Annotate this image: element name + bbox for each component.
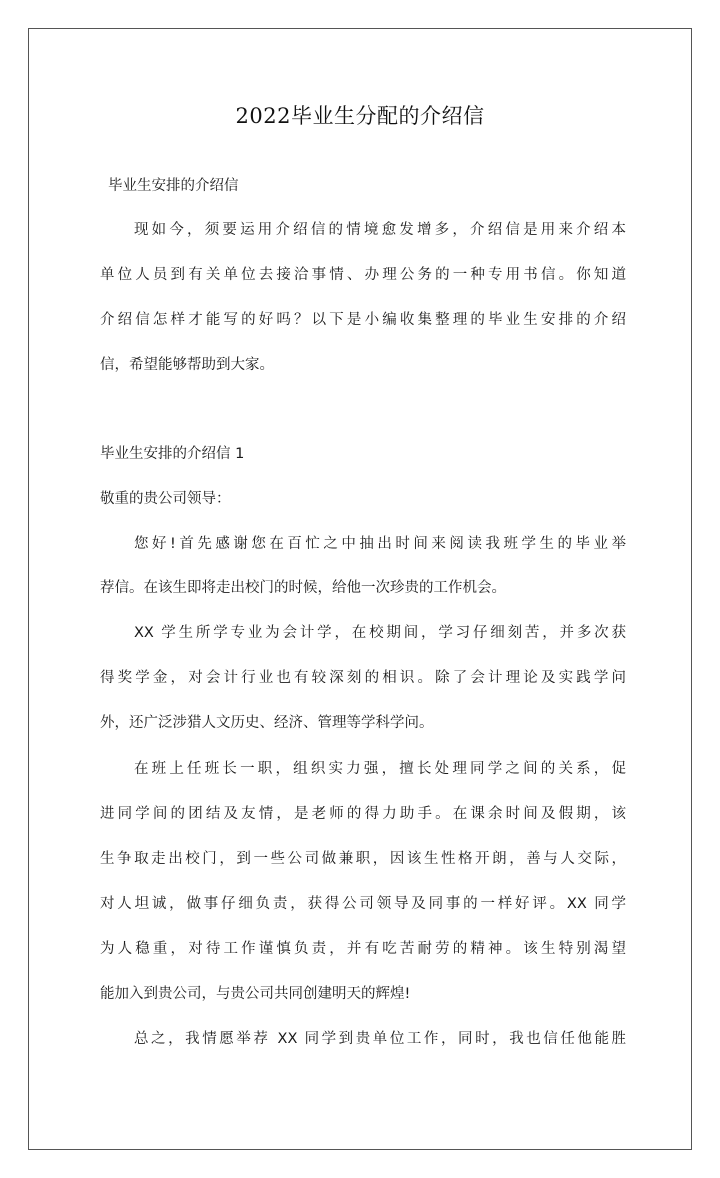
paragraph-line: XX 学生所学专业为会计学，在校期间，学习仔细刻苦，并多次获 <box>134 625 626 641</box>
document-subtitle: 毕业生安排的介绍信 <box>108 178 239 194</box>
intro-line: 信，希望能够帮助到大家。 <box>100 357 274 373</box>
paragraph-line: 外，还广泛涉猎人文历史、经济、管理等学科学问。 <box>100 715 434 731</box>
intro-line: 介绍信怎样才能写的好吗？以下是小编收集整理的毕业生安排的介绍 <box>100 312 626 328</box>
paragraph-line: 为人稳重，对待工作谨慎负责，并有吃苦耐劳的精神。该生特别渴望 <box>100 941 626 957</box>
intro-line: 单位人员到有关单位去接洽事情、办理公务的一种专用书信。你知道 <box>100 267 626 283</box>
paragraph-line: 总之，我情愿举荐 XX 同学到贵单位工作，同时，我也信任他能胜 <box>134 1031 626 1047</box>
paragraph-line: 进同学间的团结及友情，是老师的得力助手。在课余时间及假期，该 <box>100 806 626 822</box>
paragraph-line: 得奖学金，对会计行业也有较深刻的相识。除了会计理论及实践学问 <box>100 670 626 686</box>
document-title: 2022毕业生分配的介绍信 <box>235 104 485 128</box>
intro-line: 现如今，须要运用介绍信的情境愈发增多，介绍信是用来介绍本 <box>134 222 626 238</box>
paragraph-line: 荐信。在该生即将走出校门的时候，给他一次珍贵的工作机会。 <box>100 580 506 596</box>
section-heading: 毕业生安排的介绍信 1 <box>100 446 245 462</box>
paragraph-line: 在班上任班长一职，组织实力强，擅长处理同学之间的关系，促 <box>134 761 626 777</box>
paragraph-line: 对人坦诚，做事仔细负责，获得公司领导及同事的一样好评。XX 同学 <box>100 896 626 912</box>
paragraph-line: 生争取走出校门，到一些公司做兼职，因该生性格开朗，善与人交际， <box>100 851 626 867</box>
paragraph-line: 能加入到贵公司，与贵公司共同创建明天的辉煌! <box>100 986 411 1002</box>
salutation: 敬重的贵公司领导： <box>100 491 231 507</box>
paragraph-line: 您好!首先感谢您在百忙之中抽出时间来阅读我班学生的毕业举 <box>134 536 626 552</box>
